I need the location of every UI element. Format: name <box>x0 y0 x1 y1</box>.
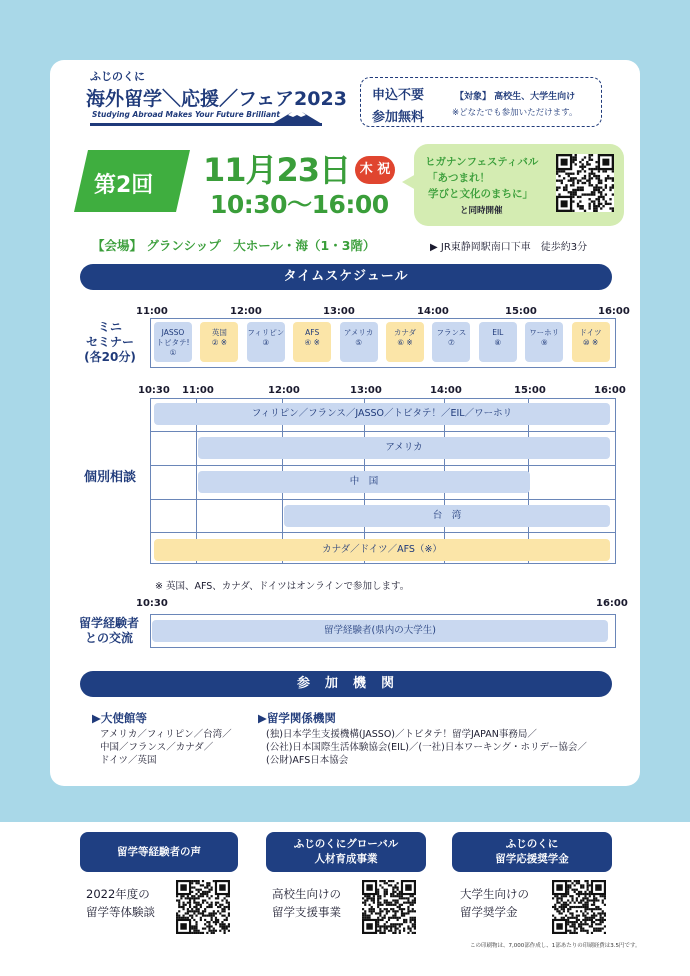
grid-line <box>150 499 616 500</box>
schedule-title: タイムスケジュール <box>80 264 612 290</box>
embassy-heading: ▶大使館等 <box>92 711 147 725</box>
organizations-list <box>266 728 587 767</box>
button-label: 留学等経験者の声 <box>117 845 201 858</box>
desc-line: 留学奨学金 <box>460 905 518 919</box>
embassy-line: 中国／フランス／カナダ／ <box>100 742 214 753</box>
global-talent-desc <box>272 885 341 921</box>
seminar-slot <box>340 322 378 362</box>
seminar-slot-text: ③ <box>262 338 270 347</box>
embassy-list <box>100 728 232 767</box>
consult-band: フィリピン／フランス／JASSO／トビタテ！／EIL／ワーホリ <box>154 403 610 425</box>
organization-line: (公財)AFS日本協会 <box>266 755 349 766</box>
seminar-slot-text: フランス <box>436 328 467 337</box>
logo-title: 海外留学＼応援／フェア2023 <box>86 88 347 110</box>
grid-line <box>150 465 616 466</box>
seminar-slot <box>525 322 563 362</box>
mini-tick-label: 16:00 <box>598 306 630 317</box>
seminar-slot-text: ① <box>169 348 177 357</box>
qr-code-icon[interactable] <box>556 154 614 212</box>
edition-text: 第2回 <box>94 173 154 198</box>
exchange-tick-start: 10:30 <box>136 598 168 609</box>
button-label: ふじのくに <box>505 838 559 850</box>
desc-line: 大学生向けの <box>460 887 529 901</box>
consult-tick-label: 13:00 <box>350 385 382 396</box>
button-label: 人材育成事業 <box>314 853 378 865</box>
seminar-slot-text: JASSO <box>161 328 185 337</box>
seminar-slot-text: 英国 <box>211 328 227 337</box>
seminar-slot <box>293 322 331 362</box>
seminar-slot-text: ⑥ ※ <box>397 338 413 347</box>
qr-code-icon[interactable] <box>362 880 416 934</box>
event-time: 10:30〜16:00 <box>210 190 389 219</box>
mini-label-line: セミナー <box>85 335 134 349</box>
seminar-slot <box>432 322 470 362</box>
mini-tick-label: 12:00 <box>230 306 262 317</box>
consult-label: 個別相談 <box>83 470 136 485</box>
mini-tick-label: 11:00 <box>136 306 168 317</box>
grid-line <box>150 431 616 432</box>
qr-code-icon[interactable] <box>552 880 606 934</box>
mini-tick-label: 15:00 <box>505 306 537 317</box>
consult-tick-label: 10:30 <box>138 385 170 396</box>
access-text: ▶ JR東静岡駅南口下車 徒歩約3分 <box>430 242 588 253</box>
scholarship-desc <box>460 885 529 921</box>
desc-line: 2022年度の <box>86 887 150 901</box>
exchange-band: 留学経験者(県内の大学生) <box>152 620 608 642</box>
button-label: ふじのくにグローバル <box>293 838 399 850</box>
target-audience-text: 【対象】 高校生、大学生向け <box>455 92 576 102</box>
event-date: 11月23日 <box>203 151 351 189</box>
mount-fuji-icon <box>272 110 322 124</box>
online-note: ※ 英国、AFS、カナダ、ドイツはオンラインで参加します。 <box>155 581 410 592</box>
consult-tick-label: 11:00 <box>182 385 214 396</box>
festival-name: ヒガナンフェスティバル <box>425 156 539 168</box>
consult-tick-label: 14:00 <box>430 385 462 396</box>
seminar-slot-text: AFS <box>305 328 320 337</box>
print-note: この印刷物は、7,000部作成し、1部あたりの印刷経費は3.5円です。 <box>470 943 641 949</box>
seminar-slot-text: EIL <box>492 328 504 337</box>
seminar-slot-text: ⑦ <box>448 338 455 347</box>
festival-concurrent: と同時開催 <box>460 206 503 216</box>
seminar-slot-text: ⑨ <box>540 338 548 347</box>
testimonials-button[interactable] <box>80 832 238 872</box>
festival-subtitle-1: 「あつまれ！ <box>427 172 490 184</box>
festival-subtitle-2: 学びと文化のまちに」 <box>428 188 533 200</box>
seminar-slot-text: ② ※ <box>211 338 228 347</box>
mini-tick-label: 14:00 <box>417 306 449 317</box>
organizations-heading: ▶留学関係機関 <box>258 711 336 725</box>
scholarship-button[interactable] <box>452 832 612 872</box>
desc-line: 留学等体験談 <box>86 905 155 919</box>
qr-code-icon[interactable] <box>176 880 230 934</box>
seminar-slot <box>572 322 610 362</box>
seminar-slot-text: アメリカ <box>343 328 374 337</box>
embassy-line: ドイツ／英国 <box>100 755 157 766</box>
desc-line: 高校生向けの <box>272 887 341 901</box>
seminar-slot-text: ④ ※ <box>304 338 320 347</box>
event-day-badge: 木 祝 <box>355 156 395 184</box>
no-application-text: 申込不要 <box>372 88 425 103</box>
exchange-label <box>74 616 144 646</box>
seminar-slot-text: ⑩ ※ <box>582 338 599 347</box>
free-admission-text: 参加無料 <box>372 110 425 125</box>
seminar-slot <box>247 322 285 362</box>
seminar-slot-text: ⑤ <box>355 338 362 347</box>
seminar-slot <box>154 322 192 362</box>
exchange-tick-end: 16:00 <box>596 598 628 609</box>
embassy-line: アメリカ／フィリピン／台湾／ <box>100 729 232 740</box>
participants-title: 参 加 機 関 <box>80 671 612 697</box>
mini-seminar-label <box>78 320 142 365</box>
venue-text: 【会場】 グランシップ 大ホール・海（1・3階） <box>92 238 376 253</box>
consult-band: アメリカ <box>198 437 610 459</box>
target-note-text: ※どなたでも参加いただけます。 <box>452 108 578 118</box>
seminar-slot-text: トビタテ! <box>156 338 190 347</box>
consult-band: 中 国 <box>198 471 530 493</box>
mini-tick-label: 13:00 <box>323 306 355 317</box>
seminar-slot <box>386 322 424 362</box>
mini-label-line: (各20分) <box>84 350 136 364</box>
seminar-slot-text: ワーホリ <box>529 328 560 337</box>
organization-line: (独)日本学生支援機構(JASSO)／トビタテ！留学JAPAN事務局／ <box>266 729 537 740</box>
seminar-slot-text: フィリピン <box>247 328 285 337</box>
exchange-label-line: との交流 <box>84 631 133 645</box>
mini-label-line: ミニ <box>97 320 122 334</box>
testimonials-desc <box>86 885 155 921</box>
seminar-slot-text: ⑧ <box>494 338 502 347</box>
consult-band: カナダ／ドイツ／AFS（※） <box>154 539 610 561</box>
consult-tick-label: 12:00 <box>268 385 300 396</box>
grid-line <box>150 532 616 533</box>
global-talent-button[interactable] <box>266 832 426 872</box>
logo-kana: ふじのくに <box>90 70 145 83</box>
desc-line: 留学支援事業 <box>272 905 341 919</box>
consult-tick-label: 16:00 <box>594 385 626 396</box>
consult-tick-label: 15:00 <box>514 385 546 396</box>
organization-line: (公社)日本国際生活体験協会(EIL)／(一社)日本ワーキング・ホリデー協会／ <box>266 742 587 753</box>
seminar-slot-text: カナダ <box>393 328 417 337</box>
exchange-label-line: 留学経験者 <box>78 616 139 630</box>
seminar-slot <box>479 322 517 362</box>
button-label: 留学応援奨学金 <box>495 853 569 865</box>
seminar-slot-text: ドイツ <box>579 328 602 337</box>
consult-band: 台 湾 <box>284 505 610 527</box>
seminar-slot <box>200 322 238 362</box>
logo-subtitle: Studying Abroad Makes Your Future Brilliant <box>92 110 280 119</box>
